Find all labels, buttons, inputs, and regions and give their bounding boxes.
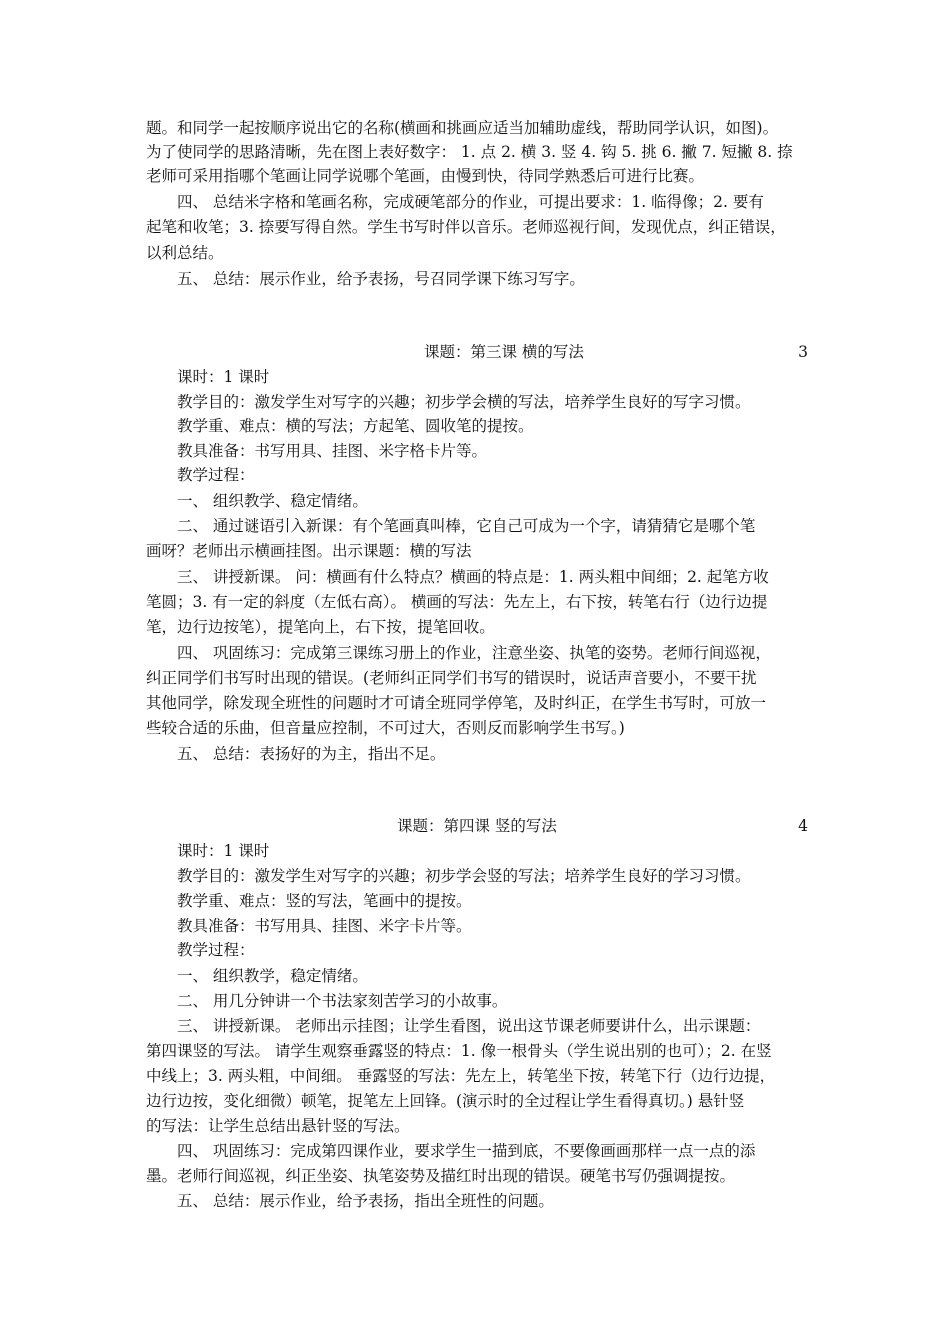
lesson4-page-number: 4 xyxy=(798,817,808,835)
lesson3-page-number: 3 xyxy=(798,343,808,361)
intro-line: 老师可采用指哪个笔画让同学说哪个笔画，由慢到快，待同学熟悉后可进行比赛。 xyxy=(146,167,705,185)
lesson4-line: 四、 巩固练习：完成第四课作业，要求学生一描到底，不要像画画那样一点一点的添 xyxy=(177,1142,756,1160)
lesson3-line: 笔，边行边按笔），提笔向上，右下按，提笔回收。 xyxy=(146,618,495,636)
lesson3-line: 四、 巩固练习：完成第三课练习册上的作业，注意坐姿、执笔的姿势。老师行间巡视， xyxy=(177,644,771,662)
lesson4-line: 五、 总结：展示作业，给予表扬，指出全班性的问题。 xyxy=(177,1192,554,1210)
lesson4-line: 教学目的：激发学生对写字的兴趣；初步学会竖的写法；培养学生良好的学习习惯。 xyxy=(177,867,751,885)
lesson4-title: 课题：第四课 竖的写法 xyxy=(397,817,557,835)
lesson3-line: 纠正同学们书写时出现的错误。(老师纠正同学们书写的错误时，说话声音要小，不要干扰 xyxy=(146,669,757,687)
lesson3-line: 笔圆；3. 有一定的斜度（左低右高）。 横画的写法：先左上，右下按，转笔右行（边行边提 xyxy=(146,593,768,611)
lesson4-line: 教具准备：书写用具、挂图、米字卡片等。 xyxy=(177,917,472,935)
lesson4-line: 第四课竖的写法。 请学生观察垂露竖的特点：1. 像一根骨头（学生说出别的也可）；2. 在竖 xyxy=(146,1042,772,1060)
lesson3-line: 教学过程： xyxy=(177,466,255,484)
intro-line: 四、 总结米字格和笔画名称，完成硬笔部分的作业，可提出要求：1. 临得像；2. 要有 xyxy=(177,193,764,211)
intro-line: 起笔和收笔；3. 捺要写得自然。学生书写时伴以音乐。老师巡视行间，发现优点，纠正错误， xyxy=(146,218,786,236)
lesson3-line: 三、 讲授新课。 问：横画有什么特点？横画的特点是：1. 两头粗中间细；2. 起笔方收 xyxy=(177,568,769,586)
lesson3-line: 课时：1 课时 xyxy=(177,368,270,386)
lesson3-line: 教学重、难点：横的写法；方起笔、圆收笔的提按。 xyxy=(177,417,534,435)
lesson3-line: 二、 通过谜语引入新课：有个笔画真叫棒，它自己可成为一个字，请猜猜它是哪个笔 xyxy=(177,517,756,535)
lesson4-line: 三、 讲授新课。 老师出示挂图；让学生看图，说出这节课老师要讲什么，出示课题： xyxy=(177,1017,761,1035)
lesson3-title: 课题：第三课 横的写法 xyxy=(424,343,584,361)
lesson4-line: 教学过程： xyxy=(177,941,255,959)
lesson4-line: 的写法：让学生总结出悬针竖的写法。 xyxy=(146,1117,410,1135)
lesson4-line: 中线上；3. 两头粗，中间细。 垂露竖的写法：先左上，转笔坐下按，转笔下行（边行边提， xyxy=(146,1067,776,1085)
lesson3-line: 其他同学，除发现全班性的问题时才可请全班同学停笔，及时纠正，在学生书写时，可放一 xyxy=(146,694,767,712)
intro-line: 五、 总结：展示作业，给予表扬，号召同学课下练习写字。 xyxy=(177,270,585,288)
lesson3-line: 教学目的：激发学生对写字的兴趣；初步学会横的写法，培养学生良好的写字习惯。 xyxy=(177,393,751,411)
lesson3-heading xyxy=(146,341,808,363)
lesson3-line: 些较合适的乐曲，但音量应控制，不可过大，否则反而影响学生书写。) xyxy=(146,719,625,737)
intro-line: 为了使同学的思路清晰，先在图上表好数字： 1. 点 2. 横 3. 竖 4. 钩 5. 挑 6. 撇 7. 短撇 8. 捺 xyxy=(146,143,793,161)
lesson3-line: 一、 组织教学、稳定情绪。 xyxy=(177,492,368,510)
lesson4-line: 课时：1 课时 xyxy=(177,842,270,860)
lesson4-line: 墨。老师行间巡视，纠正坐姿、执笔姿势及描红时出现的错误。硬笔书写仍强调提按。 xyxy=(146,1167,736,1185)
lesson4-heading xyxy=(146,815,808,837)
lesson3-line: 五、 总结：表扬好的为主，指出不足。 xyxy=(177,745,446,763)
lesson4-line: 教学重、难点：竖的写法，笔画中的提按。 xyxy=(177,892,472,910)
intro-line: 题。和同学一起按顺序说出它的名称(横画和挑画应适当加辅助虚线，帮助同学认识，如图)。 xyxy=(146,119,779,137)
lesson4-line: 边行边按，变化细微）顿笔，捉笔左上回锋。(演示时的全过程让学生看得真切。) 悬针竖 xyxy=(146,1092,745,1110)
intro-line: 以利总结。 xyxy=(146,244,224,262)
lesson4-line: 一、 组织教学，稳定情绪。 xyxy=(177,967,368,985)
lesson3-line: 画呀？老师出示横画挂图。出示课题：横的写法 xyxy=(146,542,472,560)
lesson4-line: 二、 用几分钟讲一个书法家刻苦学习的小故事。 xyxy=(177,992,508,1010)
lesson3-line: 教具准备：书写用具、挂图、米字格卡片等。 xyxy=(177,442,488,460)
